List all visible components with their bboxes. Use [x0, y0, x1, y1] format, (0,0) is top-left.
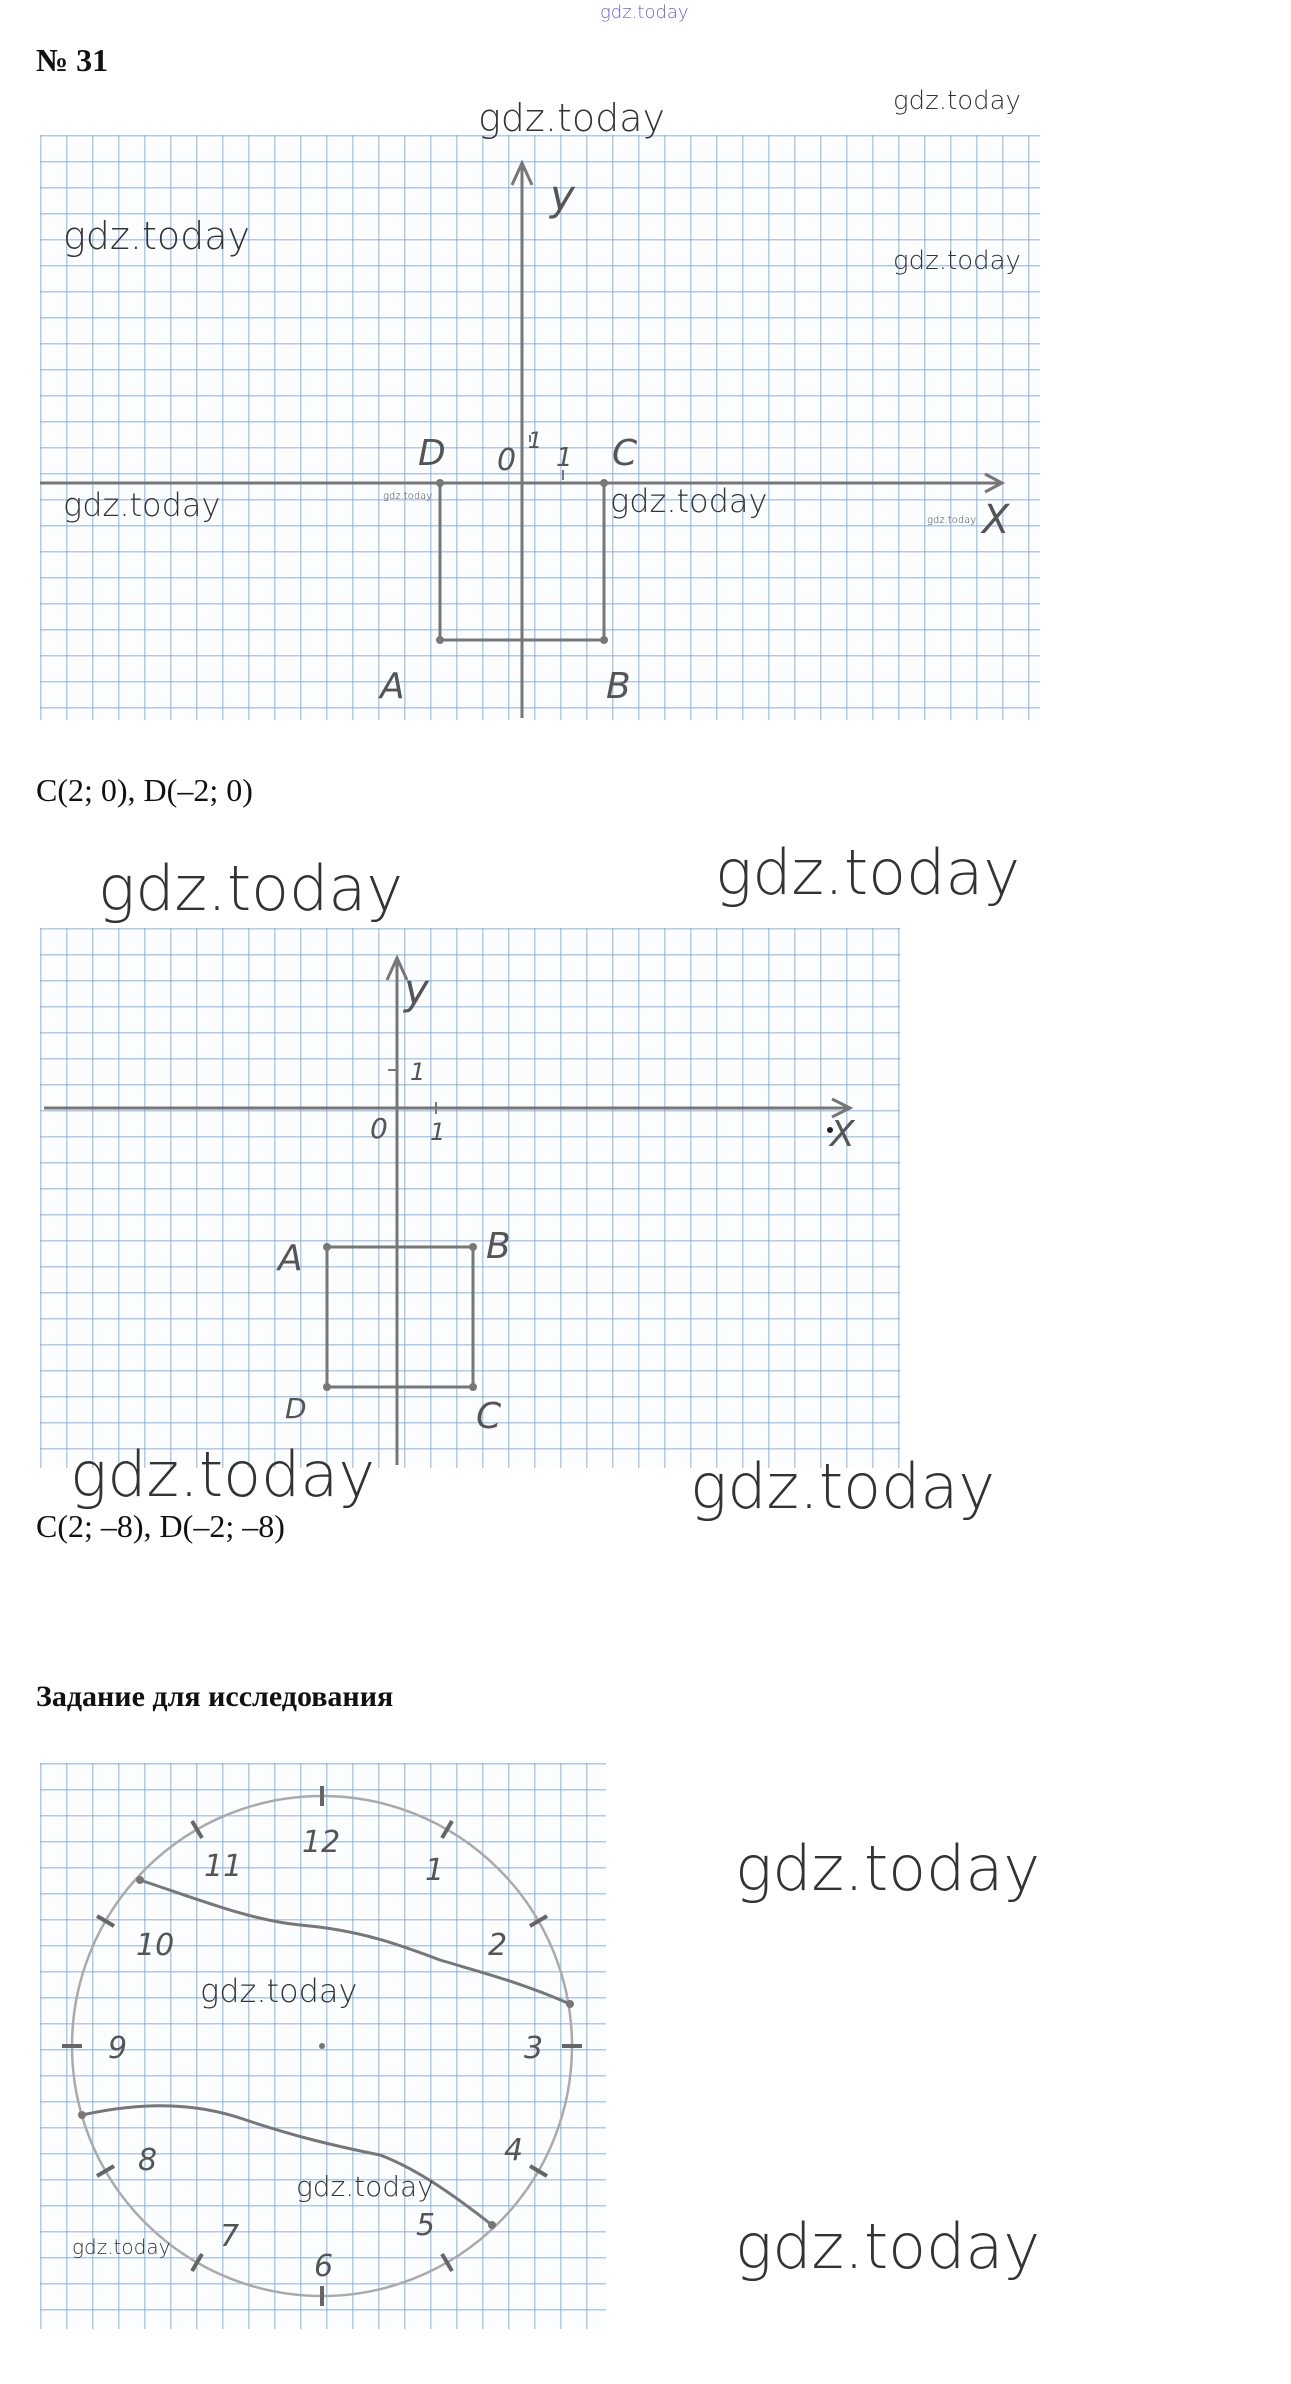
clock-number-6: 6 — [314, 2249, 334, 2284]
watermark: gdz.today — [200, 1972, 358, 2010]
caption-2: C(2; –8), D(–2; –8) — [36, 1508, 285, 1544]
clock-number-10: 10 — [136, 1928, 175, 1963]
watermark: gdz.today — [296, 2170, 434, 2203]
watermark: gdz.today — [63, 214, 250, 258]
clock-number-3: 3 — [524, 2031, 544, 2066]
clock-number-7: 7 — [220, 2219, 240, 2254]
clock-number-11: 11 — [204, 1849, 243, 1884]
point-a-label: A — [278, 1238, 303, 1279]
x-unit-label: 1 — [556, 443, 573, 473]
watermark: gdz.today — [478, 96, 665, 140]
watermark: gdz.today — [893, 246, 1021, 276]
y-unit-label: 1 — [410, 1058, 426, 1086]
section-title: Задание для исследования — [36, 1680, 394, 1713]
watermark: gdz.today — [98, 852, 404, 925]
watermark: gdz.today — [610, 482, 768, 520]
watermark: gdz.today — [63, 486, 221, 524]
point-c-label: C — [476, 1396, 502, 1437]
point-b-label: B — [606, 666, 631, 707]
watermark: gdz.today — [690, 1450, 996, 1523]
y-axis-label: y — [404, 965, 429, 1014]
clock-number-2: 2 — [488, 1928, 508, 1963]
watermark: gdz.today — [927, 515, 977, 526]
y-axis-label: y — [550, 171, 575, 220]
clock-number-12: 12 — [302, 1825, 341, 1860]
clock-number-1: 1 — [425, 1853, 445, 1888]
x-axis-label: X — [982, 497, 1010, 543]
x-axis-label: X — [830, 1114, 855, 1155]
watermark: gdz.today — [735, 2210, 1041, 2283]
watermark: gdz.today — [70, 1438, 376, 1511]
watermark: gdz.today — [735, 1832, 1041, 1905]
watermark: gdz.today — [72, 2235, 171, 2259]
clock-number-5: 5 — [416, 2208, 436, 2243]
caption-1: C(2; 0), D(–2; 0) — [36, 772, 253, 808]
clock-number-4: 4 — [504, 2133, 524, 2168]
point-a-label: A — [380, 666, 405, 707]
origin-label: 0 — [497, 443, 517, 478]
clock-number-9: 9 — [108, 2031, 128, 2066]
point-c-label: C — [612, 433, 638, 474]
watermark: gdz.today — [383, 491, 433, 502]
point-b-label: B — [486, 1226, 511, 1267]
origin-label: 0 — [370, 1112, 388, 1145]
x-unit-label: 1 — [430, 1118, 446, 1146]
watermark: gdz.today — [715, 836, 1021, 909]
page-title: № 31 — [36, 42, 109, 78]
point-d-label: D — [418, 433, 446, 474]
watermark: gdz.today — [893, 86, 1021, 116]
top-watermark: gdz.today — [600, 2, 689, 23]
point-d-label: D — [285, 1392, 307, 1425]
clock-number-8: 8 — [138, 2143, 158, 2178]
y-unit-label: 1 — [528, 429, 542, 454]
